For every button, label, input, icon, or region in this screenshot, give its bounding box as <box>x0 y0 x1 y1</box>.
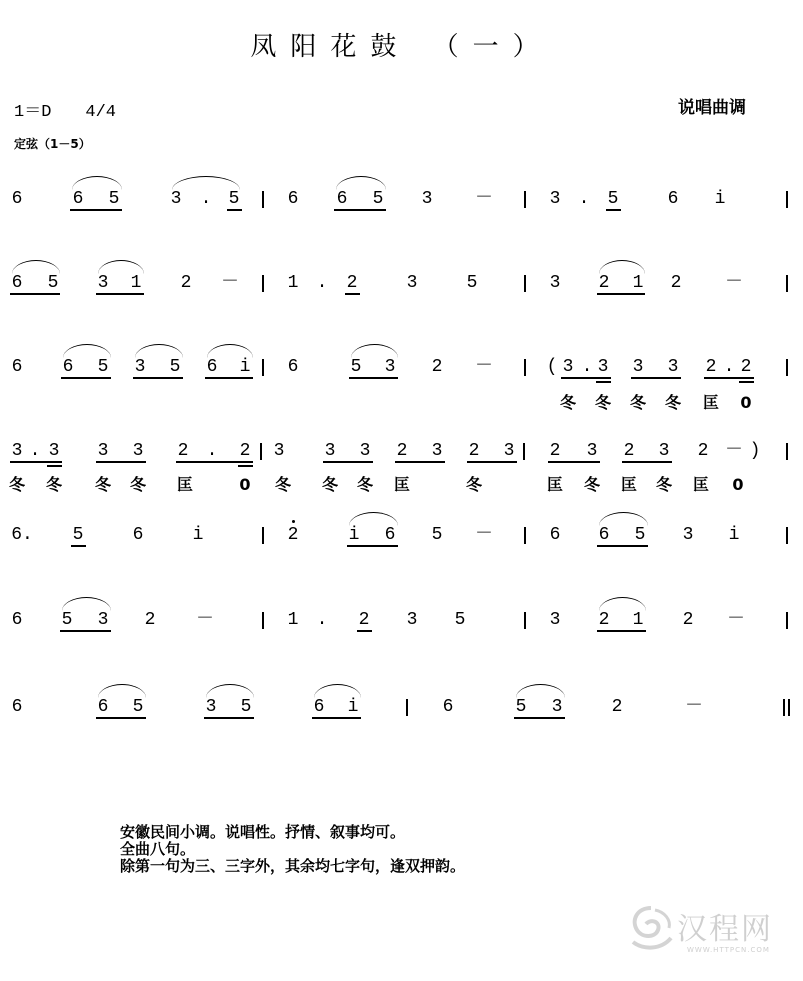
barline <box>524 527 526 544</box>
note: 3 <box>11 441 23 461</box>
note: 5 <box>132 697 144 717</box>
underline <box>597 545 648 547</box>
note: 2 <box>682 610 694 630</box>
note: 3 <box>205 697 217 717</box>
note: 3 <box>97 610 109 630</box>
dot: . <box>723 357 735 377</box>
percussion-syllable: 0 <box>239 475 251 494</box>
underline <box>395 461 445 463</box>
note: 2 <box>468 441 480 461</box>
underline <box>345 293 360 295</box>
percussion-syllable: 0 <box>732 475 744 494</box>
note: 3 <box>549 273 561 293</box>
slur <box>599 597 646 611</box>
dash: － <box>221 273 239 293</box>
note: 5 <box>108 189 120 209</box>
barline <box>523 443 525 460</box>
barline <box>260 443 262 460</box>
note: 2 <box>740 357 752 377</box>
percussion-syllable: 匡 <box>546 475 564 494</box>
underline <box>323 461 373 463</box>
barline <box>786 359 788 376</box>
underline <box>96 717 146 719</box>
underline <box>357 630 372 632</box>
note: 6 <box>97 697 109 717</box>
note: 6 <box>11 610 23 630</box>
note: 1 <box>130 273 142 293</box>
percussion-syllable: 冬 <box>594 393 612 412</box>
note: 3 <box>597 357 609 377</box>
underline <box>60 630 111 632</box>
underline <box>10 293 60 295</box>
barline <box>786 527 788 544</box>
note: 1 <box>287 273 299 293</box>
note: 2 <box>287 525 299 545</box>
slur <box>349 512 398 526</box>
note-line: 除第一句为三、三字外，其余均七字句，逢双押韵。 <box>120 857 466 875</box>
percussion-syllable: 冬 <box>129 475 147 494</box>
note: 2 <box>358 610 370 630</box>
final-barline <box>788 699 790 716</box>
dot: . <box>316 610 328 630</box>
note: 5 <box>515 697 527 717</box>
note: 6 <box>598 525 610 545</box>
note: 5 <box>431 525 443 545</box>
underline <box>597 630 646 632</box>
slur <box>336 176 386 190</box>
song-title: 凤阳花鼓 （一） <box>250 32 553 62</box>
percussion-syllable: 0 <box>740 393 752 412</box>
dash: － <box>685 697 703 717</box>
note: 5 <box>454 610 466 630</box>
final-barline <box>783 699 785 716</box>
underline <box>597 293 645 295</box>
underline <box>61 377 111 379</box>
note: 5 <box>228 189 240 209</box>
note: 6 <box>11 357 23 377</box>
note: 3 <box>48 441 60 461</box>
note: 6 <box>313 697 325 717</box>
slur <box>516 684 565 698</box>
dot: . <box>316 273 328 293</box>
underline <box>312 717 361 719</box>
note: 3 <box>682 525 694 545</box>
dash: － <box>727 610 745 630</box>
underline <box>176 461 253 463</box>
underline <box>70 209 122 211</box>
barline <box>786 191 788 208</box>
percussion-syllable: 冬 <box>465 475 483 494</box>
note: 1 <box>632 273 644 293</box>
note: 1 <box>632 610 644 630</box>
octave-dot <box>292 520 295 523</box>
note: 6 <box>11 273 23 293</box>
note: i <box>714 189 726 209</box>
slur <box>314 684 361 698</box>
swirl-logo-icon <box>625 902 677 954</box>
percussion-syllable: 冬 <box>664 393 682 412</box>
note: 3 <box>170 189 182 209</box>
underline <box>334 209 386 211</box>
note: 6 <box>549 525 561 545</box>
note: 2 <box>144 610 156 630</box>
dot: . <box>581 357 593 377</box>
note: 3 <box>134 357 146 377</box>
underline <box>622 461 672 463</box>
dash: － <box>725 273 743 293</box>
barline <box>262 275 264 292</box>
percussion-syllable: 冬 <box>655 475 673 494</box>
note: 6. <box>11 525 33 545</box>
dash: － <box>196 610 214 630</box>
slur <box>351 344 398 358</box>
note: 6 <box>667 189 679 209</box>
note: 6 <box>72 189 84 209</box>
barline <box>262 612 264 629</box>
note: i <box>347 697 359 717</box>
slur <box>98 684 146 698</box>
key-signature: 1＝D 4/4 <box>14 103 117 122</box>
underline <box>133 377 183 379</box>
note: 3 <box>632 357 644 377</box>
note: i <box>728 525 740 545</box>
watermark-text: 汉程网 <box>677 912 773 947</box>
slur <box>207 344 253 358</box>
slur <box>135 344 183 358</box>
note: 5 <box>61 610 73 630</box>
note: 3 <box>406 610 418 630</box>
percussion-syllable: 匡 <box>393 475 411 494</box>
slur <box>12 260 60 274</box>
dash: － <box>475 357 493 377</box>
percussion-syllable: 匡 <box>620 475 638 494</box>
slur <box>98 260 144 274</box>
percussion-syllable: 冬 <box>8 475 26 494</box>
barline <box>786 275 788 292</box>
note: 6 <box>287 357 299 377</box>
dash: － <box>725 441 743 461</box>
note: 6 <box>206 357 218 377</box>
note: 6 <box>442 697 454 717</box>
note: 3 <box>97 273 109 293</box>
dot: . <box>29 441 41 461</box>
watermark <box>625 900 785 960</box>
note: 2 <box>598 273 610 293</box>
note: 3 <box>586 441 598 461</box>
barline <box>524 359 526 376</box>
percussion-syllable: 冬 <box>94 475 112 494</box>
note: 5 <box>240 697 252 717</box>
note: 2 <box>177 441 189 461</box>
underline <box>347 545 398 547</box>
percussion-syllable: 冬 <box>629 393 647 412</box>
note: 3 <box>324 441 336 461</box>
barline <box>262 527 264 544</box>
dash: － <box>475 189 493 209</box>
percussion-syllable: 冬 <box>45 475 63 494</box>
note: 3 <box>551 697 563 717</box>
barline <box>524 612 526 629</box>
note: 3 <box>549 189 561 209</box>
note: 6 <box>132 525 144 545</box>
note: 3 <box>406 273 418 293</box>
underline <box>548 461 600 463</box>
note: 5 <box>350 357 362 377</box>
note: 3 <box>97 441 109 461</box>
note: 6 <box>11 189 23 209</box>
underline <box>96 293 144 295</box>
slur <box>63 344 111 358</box>
note: 3 <box>132 441 144 461</box>
performance-notes <box>120 824 465 875</box>
note: 2 <box>431 357 443 377</box>
underline <box>467 461 517 463</box>
note: i <box>348 525 360 545</box>
note: 5 <box>47 273 59 293</box>
note: 5 <box>634 525 646 545</box>
dot: . <box>206 441 218 461</box>
dash: － <box>475 525 493 545</box>
underline <box>47 465 62 467</box>
note: 6 <box>62 357 74 377</box>
underline <box>514 717 565 719</box>
note: 6 <box>287 189 299 209</box>
note: 3 <box>384 357 396 377</box>
note-line: 安徽民间小调。说唱性。抒情、叙事均可。 <box>120 823 406 841</box>
barline <box>786 612 788 629</box>
barline <box>524 275 526 292</box>
barline <box>524 191 526 208</box>
underline <box>204 717 254 719</box>
slur <box>599 512 648 526</box>
slur <box>172 176 240 190</box>
note: 5 <box>607 189 619 209</box>
note: 5 <box>97 357 109 377</box>
underline <box>349 377 398 379</box>
note: 3 <box>421 189 433 209</box>
note: 3 <box>667 357 679 377</box>
barline <box>262 191 264 208</box>
dot: . <box>578 189 590 209</box>
underline <box>606 209 621 211</box>
note: 1 <box>287 610 299 630</box>
note: i <box>192 525 204 545</box>
note: 3 <box>562 357 574 377</box>
underline <box>10 461 62 463</box>
slur <box>62 597 111 611</box>
note: 2 <box>623 441 635 461</box>
percussion-syllable: 冬 <box>356 475 374 494</box>
percussion-syllable: 冬 <box>321 475 339 494</box>
note: 2 <box>697 441 709 461</box>
underline <box>96 461 146 463</box>
barline <box>262 359 264 376</box>
note: 3 <box>273 441 285 461</box>
underline <box>596 381 611 383</box>
underline <box>205 377 253 379</box>
source-label: 说唱曲调 <box>678 98 746 118</box>
percussion-syllable: 匡 <box>176 475 194 494</box>
note: 3 <box>549 610 561 630</box>
note: i <box>239 357 251 377</box>
underline <box>71 545 86 547</box>
percussion-syllable: 冬 <box>559 393 577 412</box>
slur <box>599 260 645 274</box>
barline <box>406 699 408 716</box>
paren-close: ) <box>749 441 761 461</box>
underline <box>561 377 611 379</box>
dot: . <box>200 189 212 209</box>
watermark-url: WWW.HTTPCN.COM <box>687 946 770 954</box>
underline <box>631 377 681 379</box>
underline <box>704 377 754 379</box>
note: 2 <box>346 273 358 293</box>
barline <box>786 443 788 460</box>
underline <box>739 381 754 383</box>
note: 5 <box>466 273 478 293</box>
note: 2 <box>611 697 623 717</box>
percussion-syllable: 冬 <box>583 475 601 494</box>
tuning-label: 定弦（1－5） <box>14 137 91 151</box>
percussion-syllable: 冬 <box>274 475 292 494</box>
percussion-syllable: 匡 <box>702 393 720 412</box>
slur <box>72 176 122 190</box>
note-line: 全曲八句。 <box>120 840 196 858</box>
note: 3 <box>503 441 515 461</box>
underline <box>238 465 253 467</box>
note: 3 <box>431 441 443 461</box>
note: 2 <box>598 610 610 630</box>
note: 5 <box>72 525 84 545</box>
note: 2 <box>549 441 561 461</box>
percussion-syllable: 匡 <box>692 475 710 494</box>
note: 2 <box>239 441 251 461</box>
note: 5 <box>169 357 181 377</box>
note: 2 <box>705 357 717 377</box>
slur <box>206 684 254 698</box>
note: 3 <box>359 441 371 461</box>
note: 6 <box>11 697 23 717</box>
note: 2 <box>396 441 408 461</box>
paren-open: ( <box>546 357 558 377</box>
underline <box>227 209 242 211</box>
note: 6 <box>384 525 396 545</box>
note: 3 <box>658 441 670 461</box>
note: 2 <box>670 273 682 293</box>
note: 6 <box>336 189 348 209</box>
note: 2 <box>180 273 192 293</box>
note: 5 <box>372 189 384 209</box>
